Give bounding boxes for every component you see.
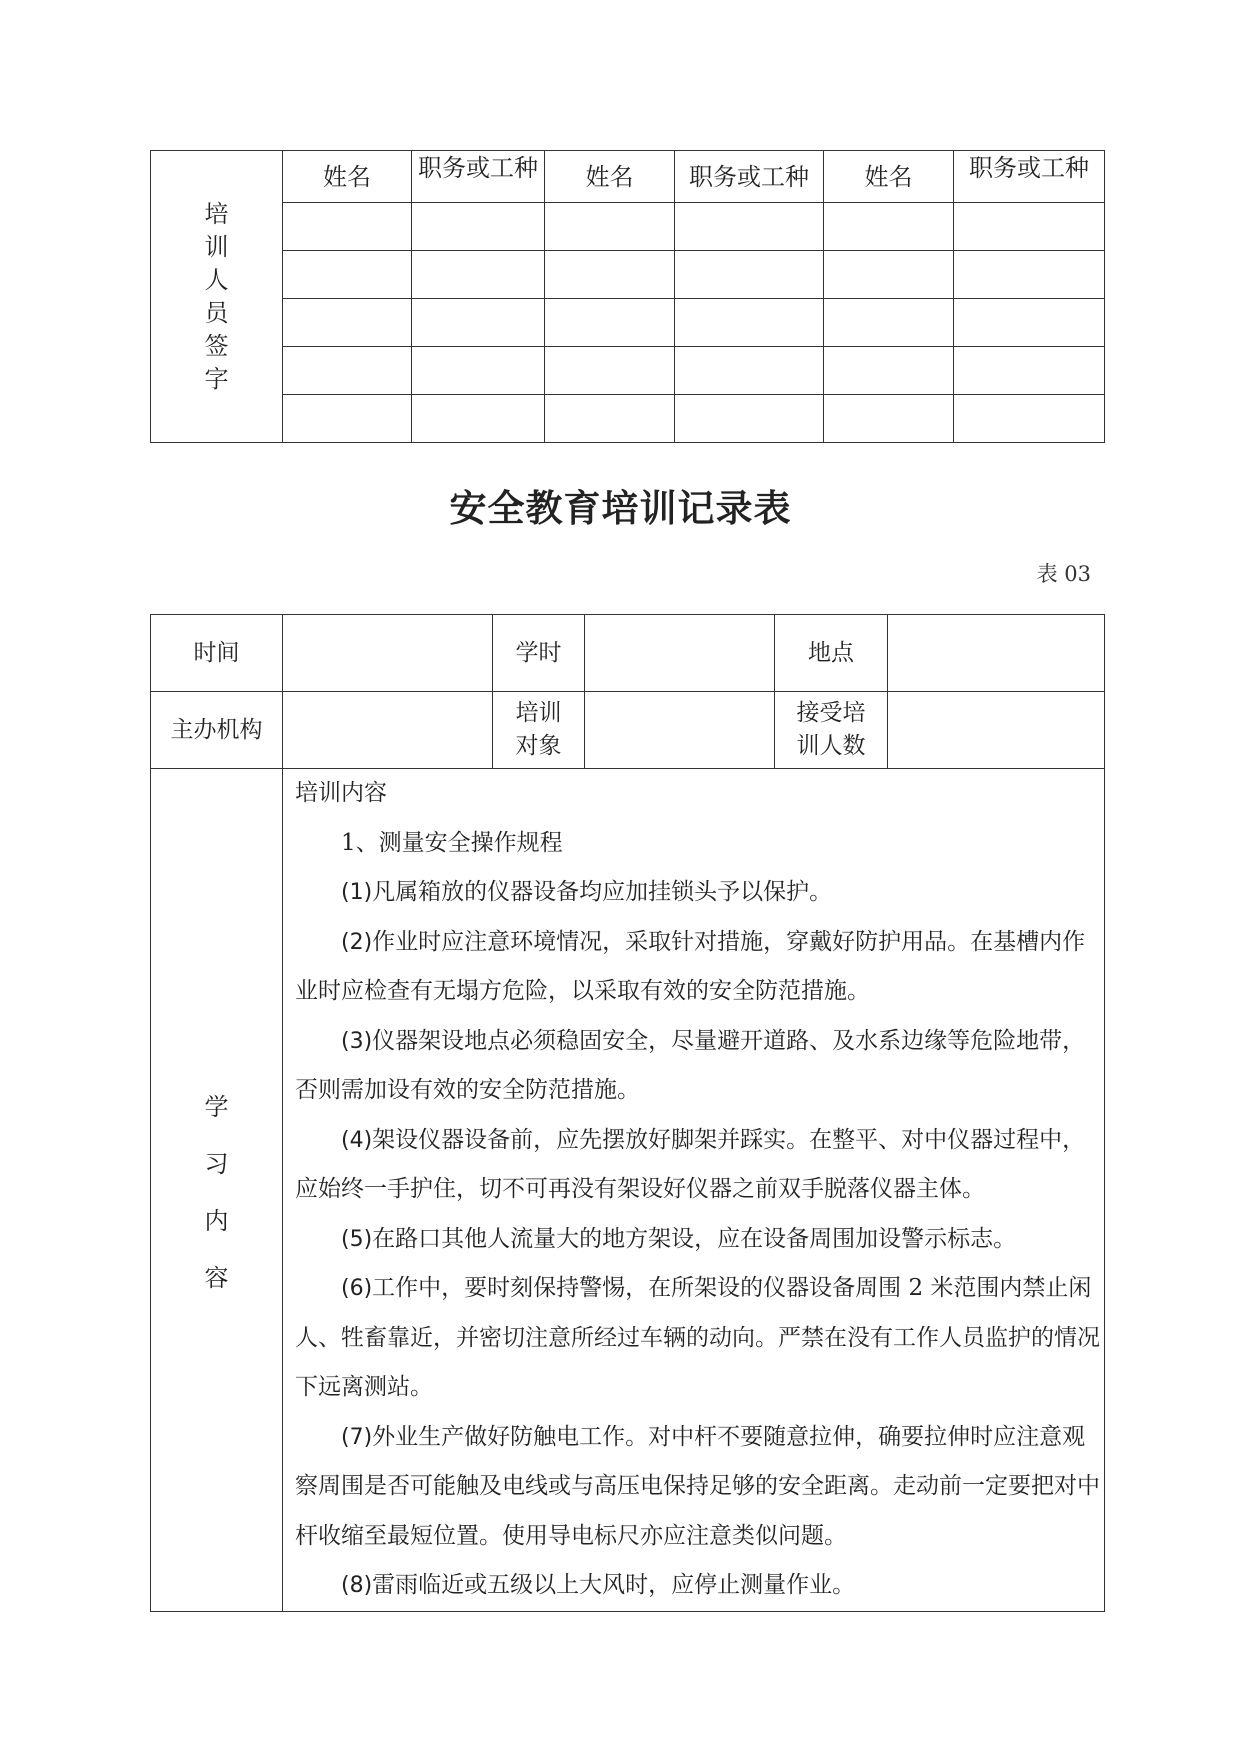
signature-row [151,395,1105,443]
signature-table [150,150,1105,443]
signature-row [151,347,1105,395]
signature-cell[interactable] [824,251,954,299]
signature-cell[interactable] [545,347,675,395]
signature-cell[interactable] [412,347,545,395]
trainee-target-value[interactable] [585,692,775,769]
content-item: (8)雷雨临近或五级以上大风时，应停止测量作业。 [341,1572,856,1598]
signature-cell[interactable] [675,347,824,395]
organizer-value[interactable] [283,692,493,769]
signature-cell[interactable] [675,395,824,443]
location-value[interactable] [888,615,1105,692]
signature-cell[interactable] [283,347,412,395]
signature-cell[interactable] [545,251,675,299]
signature-cell[interactable] [675,299,824,347]
location-label: 地点 [775,615,888,692]
trainee-count-label: 接受培 训人数 [775,692,888,769]
content-item: (6)工作中，要时刻保持警惕，在所架设的仪器设备周围 2 米范围内禁止闲人、牲畜靠近，并密切注意所经过车辆的动向。严禁在没有工作人员监护的情况下远离测站。 [295,1275,1100,1400]
content-item: (3)仪器架设地点必须稳固安全，尽量避开道路、及水系边缘等危险地带，否则需加设有效的安全防范措施。 [295,1027,1086,1103]
content-heading: 培训内容 [295,780,387,806]
signature-cell[interactable] [824,347,954,395]
signature-cell[interactable] [283,251,412,299]
signature-cell[interactable] [675,203,824,251]
signature-cell[interactable] [412,395,545,443]
header-position: 职务或工种 [412,151,545,203]
section-title: 1、测量安全操作规程 [341,829,563,856]
content-item: (2)作业时应注意环境情况，采取针对措施，穿戴好防护用品。在基槽内作业时应检查有无塌方危险，以采取有效的安全防范措施。 [295,928,1086,1004]
organizer-label: 主办机构 [151,692,283,769]
training-record-table [150,614,1105,1612]
trainee-count-value[interactable] [888,692,1105,769]
hours-label: 学时 [493,615,585,692]
signature-cell[interactable] [954,347,1105,395]
header-position: 职务或工种 [954,151,1105,203]
signature-cell[interactable] [954,251,1105,299]
document-title: 安全教育培训记录表 [449,487,792,530]
signature-row [151,251,1105,299]
time-value[interactable] [283,615,493,692]
signature-cell[interactable] [283,299,412,347]
signature-cell[interactable] [824,203,954,251]
signature-cell[interactable] [545,299,675,347]
header-name: 姓名 [283,151,412,203]
signature-cell[interactable] [283,395,412,443]
signature-cell[interactable] [412,299,545,347]
content-item: (4)架设仪器设备前，应先摆放好脚架并踩实。在整平、对中仪器过程中，应始终一手护住，切不可再没有架设好仪器之前双手脱落仪器主体。 [295,1126,1086,1202]
signature-cell[interactable] [954,299,1105,347]
signature-cell[interactable] [545,203,675,251]
signature-cell[interactable] [412,251,545,299]
signature-cell[interactable] [283,203,412,251]
content-item: (1)凡属箱放的仪器设备均应加挂锁头予以保护。 [341,879,833,905]
signature-cell[interactable] [824,395,954,443]
content-side-label: 学 习 内 容 [151,769,283,1612]
signature-row [151,203,1105,251]
signature-cell[interactable] [954,203,1105,251]
signature-cell[interactable] [675,251,824,299]
training-content [283,769,1105,1612]
content-item: (7)外业生产做好防触电工作。对中杆不要随意拉伸，确要拉伸时应注意观察周围是否可能触及电线或与高压电保持足够的安全距离。走动前一定要把对中杆收缩至最短位置。使用导电标尺亦应注意类似问题。 [295,1423,1100,1549]
signature-cell[interactable] [824,299,954,347]
header-name: 姓名 [545,151,675,203]
signature-cell[interactable] [412,203,545,251]
header-name: 姓名 [824,151,954,203]
table-number: 表 03 [1036,562,1091,586]
trainee-target-label: 培训 对象 [493,692,585,769]
content-item: (5)在路口其他人流量大的地方架设，应在设备周围加设警示标志。 [341,1225,1017,1252]
signature-side-label: 培 训 人 员 签 字 [151,151,283,443]
signature-row [151,299,1105,347]
hours-value[interactable] [585,615,775,692]
signature-cell[interactable] [954,395,1105,443]
header-position: 职务或工种 [675,151,824,203]
time-label: 时间 [151,615,283,692]
signature-cell[interactable] [545,395,675,443]
